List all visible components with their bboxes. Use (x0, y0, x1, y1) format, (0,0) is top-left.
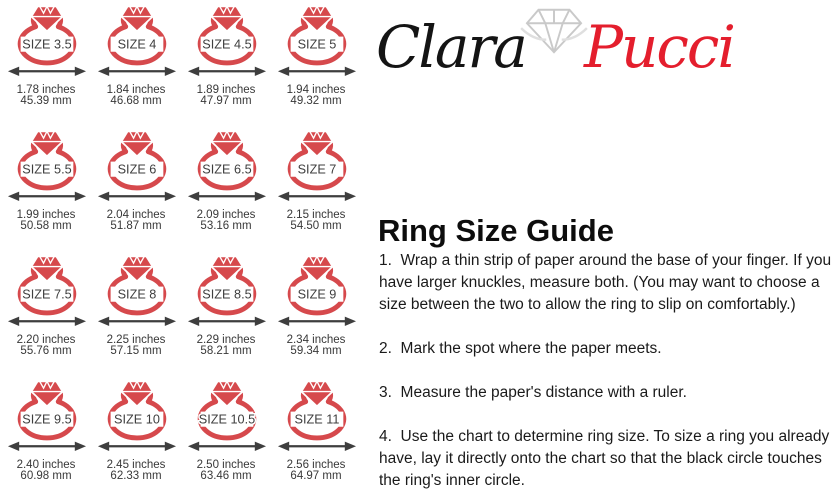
mm-value: 46.68 mm (110, 95, 162, 107)
ring-size-cell (181, 250, 271, 375)
ring-size-cell (1, 375, 91, 500)
measurement (287, 85, 346, 107)
ring-size-cell (181, 0, 271, 125)
guide-step-1: 1. Wrap a thin strip of paper around the base of your finger. If you have larger knuckles, measure both. (You may want to choose a size between the two to allow the ring to slip on comfortably.) (379, 252, 836, 313)
ring-size-cell (271, 250, 361, 375)
inches-value: 1.94 inches (286, 84, 346, 96)
ring-size-cell (271, 125, 361, 250)
ring-with-diamond-icon (91, 375, 181, 457)
measurement (107, 210, 166, 232)
size-label: SIZE 11 (294, 412, 340, 427)
double-headed-arrow-icon (98, 317, 176, 326)
mm-value: 50.58 mm (20, 220, 72, 232)
double-headed-arrow-icon (98, 192, 176, 201)
mm-value: 51.87 mm (110, 220, 162, 232)
size-label: SIZE 7 (297, 162, 337, 177)
ring-with-diamond-icon (1, 250, 91, 332)
mm-value: 63.46 mm (200, 470, 252, 482)
ring-size-cell (181, 125, 271, 250)
mm-value: 62.33 mm (110, 470, 162, 482)
guide-step-4: 4. Use the chart to determine ring size. To size a ring you already have, lay it directly onto the chart so that the black circle touches the ring's inner circle. (379, 428, 834, 489)
ring-with-diamond-icon (271, 0, 361, 82)
ring-size-cell (91, 0, 181, 125)
mm-value: 53.16 mm (200, 220, 252, 232)
measurement (17, 85, 76, 107)
size-label: SIZE 5.5 (22, 162, 72, 177)
size-label: SIZE 6.5 (202, 162, 252, 177)
ring-with-diamond-icon (271, 375, 361, 457)
measurement (197, 85, 256, 107)
size-label: SIZE 10 (114, 412, 160, 427)
size-label: SIZE 7.5 (22, 287, 72, 302)
mm-value: 64.97 mm (290, 470, 342, 482)
brand-name-second: Pucci (584, 13, 734, 81)
mm-value: 60.98 mm (20, 470, 72, 482)
page-title: Ring Size Guide (378, 212, 614, 248)
size-label: SIZE 9 (297, 287, 337, 302)
ring-size-cell (91, 375, 181, 500)
ring-size-cell (1, 125, 91, 250)
guide-step-2: 2. Mark the spot where the paper meets. (379, 340, 662, 357)
measurement (17, 335, 76, 357)
ring-with-diamond-icon (181, 375, 271, 457)
inches-value: 1.84 inches (106, 84, 166, 96)
brand-logo (372, 0, 839, 112)
size-label: SIZE 10.5 (198, 412, 256, 427)
mm-value: 47.97 mm (200, 95, 252, 107)
ring-size-cell (271, 375, 361, 500)
guide-steps (379, 250, 837, 501)
mm-value: 45.39 mm (20, 95, 72, 107)
measurement (287, 210, 346, 232)
double-headed-arrow-icon (98, 67, 176, 76)
size-label: SIZE 6 (117, 162, 157, 177)
guide-step-3: 3. Measure the paper's distance with a ruler. (379, 384, 687, 401)
mm-value: 55.76 mm (20, 345, 72, 357)
inches-value: 2.15 inches (286, 209, 346, 221)
inches-value: 2.45 inches (106, 459, 166, 471)
inches-value: 2.40 inches (16, 459, 76, 471)
measurement (287, 335, 346, 357)
double-headed-arrow-icon (8, 317, 86, 326)
inches-value: 2.25 inches (106, 334, 166, 346)
ring-with-diamond-icon (1, 125, 91, 207)
size-label: SIZE 4.5 (202, 37, 252, 52)
ring-size-cell (91, 125, 181, 250)
measurement (107, 335, 166, 357)
inches-value: 1.89 inches (196, 84, 256, 96)
ring-size-cell (181, 375, 271, 500)
double-headed-arrow-icon (188, 442, 266, 451)
size-label: SIZE 5 (297, 37, 337, 52)
measurement (107, 460, 166, 482)
inches-value: 2.09 inches (196, 209, 256, 221)
double-headed-arrow-icon (278, 442, 356, 451)
mm-value: 59.34 mm (290, 345, 342, 357)
mm-value: 58.21 mm (200, 345, 252, 357)
double-headed-arrow-icon (98, 442, 176, 451)
measurement (197, 460, 256, 482)
mm-value: 49.32 mm (290, 95, 342, 107)
measurement (107, 85, 166, 107)
double-headed-arrow-icon (278, 67, 356, 76)
mm-value: 57.15 mm (110, 345, 162, 357)
double-headed-arrow-icon (278, 317, 356, 326)
ring-size-cell (271, 0, 361, 125)
ring-with-diamond-icon (271, 125, 361, 207)
inches-value: 1.78 inches (16, 84, 76, 96)
double-headed-arrow-icon (278, 192, 356, 201)
inches-value: 1.99 inches (16, 209, 76, 221)
measurement (197, 335, 256, 357)
ring-size-cell (1, 0, 91, 125)
size-label: SIZE 3.5 (22, 37, 72, 52)
ring-with-diamond-icon (91, 125, 181, 207)
mm-value: 54.50 mm (290, 220, 342, 232)
measurement (17, 460, 76, 482)
ring-size-cell (1, 250, 91, 375)
inches-value: 2.04 inches (106, 209, 166, 221)
ring-with-diamond-icon (271, 250, 361, 332)
ring-with-diamond-icon (181, 0, 271, 82)
ring-with-diamond-icon (181, 250, 271, 332)
ring-with-diamond-icon (91, 0, 181, 82)
double-headed-arrow-icon (188, 192, 266, 201)
double-headed-arrow-icon (188, 67, 266, 76)
double-headed-arrow-icon (8, 442, 86, 451)
measurement (197, 210, 256, 232)
inches-value: 2.29 inches (196, 334, 256, 346)
ring-with-diamond-icon (181, 125, 271, 207)
measurement (17, 210, 76, 232)
ring-with-diamond-icon (1, 375, 91, 457)
inches-value: 2.20 inches (16, 334, 76, 346)
ring-with-diamond-icon (1, 0, 91, 82)
size-label: SIZE 4 (117, 37, 157, 52)
size-label: SIZE 9.5 (22, 412, 72, 427)
measurement (287, 460, 346, 482)
ring-with-diamond-icon (91, 250, 181, 332)
ring-size-chart (1, 0, 361, 500)
inches-value: 2.50 inches (196, 459, 256, 471)
brand-name-first: Clara (376, 13, 526, 81)
size-label: SIZE 8.5 (202, 287, 252, 302)
double-headed-arrow-icon (8, 67, 86, 76)
inches-value: 2.34 inches (286, 334, 346, 346)
size-label: SIZE 8 (117, 287, 157, 302)
ring-size-cell (91, 250, 181, 375)
inches-value: 2.56 inches (286, 459, 346, 471)
double-headed-arrow-icon (188, 317, 266, 326)
double-headed-arrow-icon (8, 192, 86, 201)
